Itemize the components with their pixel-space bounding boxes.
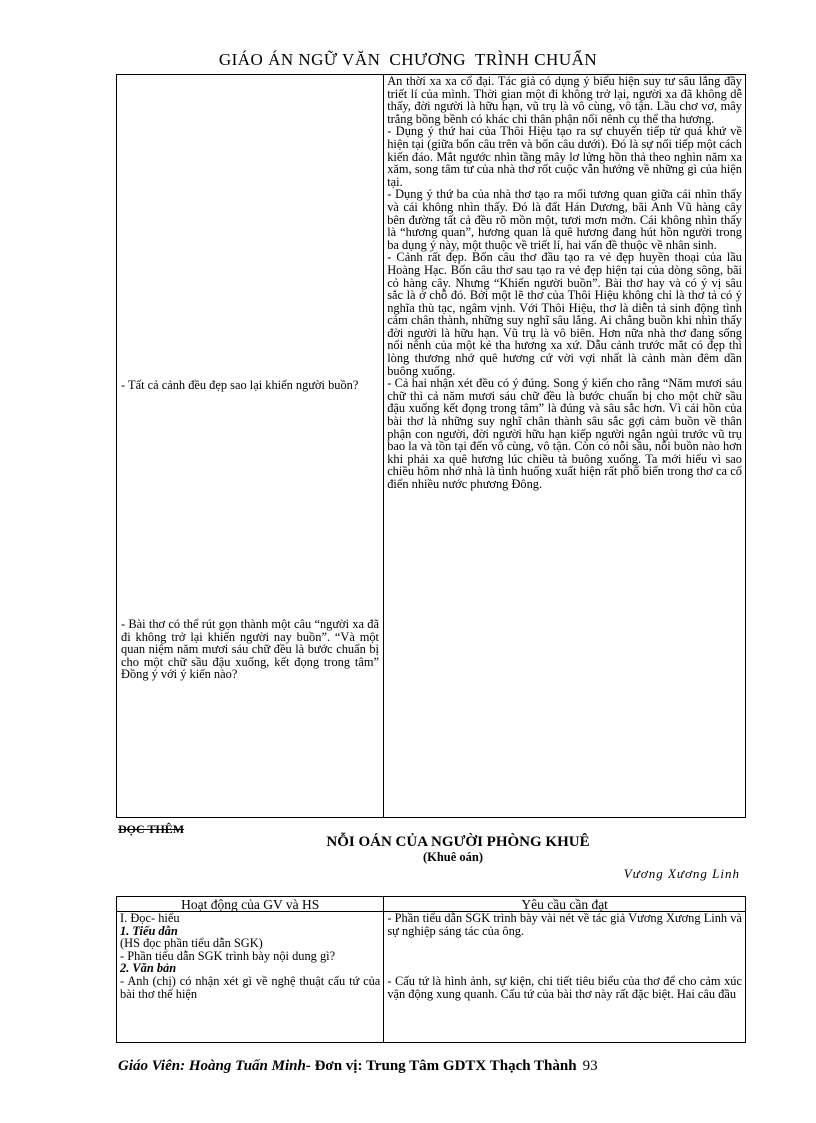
activity-question: - Phần tiểu dẫn SGK trình bày nội dung gì?	[120, 948, 336, 963]
requirements-cell	[384, 912, 746, 1043]
answer-paragraph: - Dụng ý thứ ba của nhà thơ tạo ra mối tương quan giữa cái nhìn thấy và cái không nhìn thấy. Đó là đất Hán Dương, bãi Anh Vũ hàng cây bên đường tất cả đều rõ mồn một, tươi mơn mởn. Cái không nhìn thấy là “hương quan”, hương quan là quê hương đang hút hồn người trong ba dụng ý này, một thuộc về triết lí, hai vấn đề thuộc về nhân sinh.	[387, 187, 742, 252]
lesson-table-2	[116, 896, 746, 1043]
page-footer	[118, 1058, 748, 1075]
subsection-heading: 2. Văn bản	[120, 961, 177, 976]
table-row	[117, 912, 746, 1043]
activities-cell	[117, 912, 384, 1043]
lesson-table-1	[116, 74, 746, 818]
poem-subtitle: (Khuê oán)	[422, 850, 484, 864]
question-item: - Bài thơ có thể rút gọn thành một câu “người xa đã đi không trở lại khiến người nay buồn”. “Và một quan niệm năm mươi sáu chữ đều là bước chuẩn bị cho một chữ sầu đậu xuống, kết đọng trong tâm” Đồng ý với ý kiến nào?	[121, 617, 379, 682]
subsection-heading: 1. Tiểu dẫn	[120, 923, 178, 938]
column-header-requirements: Yêu cầu cần đạt	[384, 897, 746, 912]
answer-column	[384, 75, 746, 818]
poem-title: NỖI OÁN CỦA NGƯỜI PHÒNG KHUÊ	[326, 834, 590, 850]
poem-author: Vương Xương Linh	[623, 866, 740, 881]
spacer	[387, 937, 742, 975]
answer-paragraph: - Cảnh rất đẹp. Bốn câu thơ đầu tạo ra vẻ đẹp huyền thoại của lầu Hoàng Hạc. Bốn câu thơ sau tạo ra vẻ đẹp hiện tại của dòng sông, bãi cỏ hàng cây. Nhưng “Khiến người buồn”. Bài thơ hay và có ý vị sâu sắc là ở chỗ đó. Bởi một lẽ thơ của Thôi Hiệu không chỉ là thơ tả có ý nghĩa thù tạc, ngâm vịnh. Với Thôi Hiệu, thơ là diễn tả sinh động tình cảm chân thành, những suy nghĩ sâu lắng. Ai chẳng buồn khi nhìn thấy đời người là hữu hạn. Vũ trụ là vô biên. Hơn nữa nhà thơ đang sống nổi nênh của một kẻ tha hương xa xứ. Dẫu cảnh trước mắt có đẹp thì lòng thương nhớ quê hương cứ vời vợi nhất là cảnh màn đêm dần buông xuống.	[387, 250, 742, 378]
footer-unit: Đơn vị: Trung Tâm GDTX Thạch Thành	[310, 1058, 577, 1074]
answer-paragraph: - Cả hai nhận xét đều có ý đúng. Song ý kiến cho rằng “Năm mươi sáu chữ thì cả năm mươi sáu chữ đều là bước chuẩn bị cho một chữ sầu đậu xuống kết đọng trong tâm” là đúng và sâu sắc hơn. Vì cái hồn của bài thơ là những suy nghĩ chân thành sâu sắc gợi cảm buồn về thân phận con người, đời người hữu hạn kiếp người ngắn ngủi trước vũ trụ bao la và tồn tại đến vô cùng, vô tận. Còn có nỗi sầu, nỗi buồn nào hơn khi phải xa quê hương lúc chiều tà buông xuống. Ta mới hiểu vì sao chiều hôm nhớ nhà là tình huống xuất hiện rất phổ biến trong thơ ca cổ điển nhiều nước phương Đông.	[387, 376, 742, 491]
question-column	[117, 75, 384, 818]
table-header-row	[117, 897, 746, 912]
activity-question: - Anh (chị) có nhận xét gì về nghệ thuật cấu tứ của bài thơ thể hiện	[120, 973, 381, 1001]
table-row	[117, 75, 746, 818]
section-label-doc-them: ĐỌC THÊM	[118, 822, 185, 836]
answer-paragraph: An thời xa xa cổ đại. Tác giả có dụng ý biểu hiện suy tư sâu lắng đầy triết lí của mình. Thời gian một đi không trở lại, người xa đã không dễ thấy, đời người là hữu hạn, vũ trụ là vô cùng, vô tận. Lầu chơ vơ, mây trắng bồng bềnh có khác chi thân phận nổi nênh cụ thể tha hương.	[387, 74, 742, 126]
section-heading: I. Đọc- hiểu	[120, 912, 180, 925]
question-item: - Tất cả cảnh đều đẹp sao lại khiến người buồn?	[121, 378, 359, 392]
answer-paragraph: - Dụng ý thứ hai của Thôi Hiệu tạo ra sự chuyển tiếp từ quá khứ về hiện tại (giữa bốn câu trên và bốn câu dưới). Đó là sự nối tiếp một cách kiến đáo. Mắt ngước nhìn tầng mây lơ lửng hồn thả theo nghìn năm xa xăm, song tâm tư của nhà thơ rốt cuộc vẫn hướng về những gì của hiện tại.	[387, 124, 742, 189]
column-header-activities: Hoạt động của GV và HS	[117, 897, 384, 912]
activity-line: (HS đọc phần tiểu dẫn SGK)	[120, 936, 263, 951]
footer-teacher: Giáo Viên: Hoàng Tuấn Minh-	[118, 1058, 311, 1074]
page-header-title: GIÁO ÁN NGỮ VĂN_CHƯƠNG_TRÌNH CHUẨN	[218, 50, 598, 66]
page-number: 93	[582, 1058, 598, 1074]
requirement-paragraph: - Phần tiểu dẫn SGK trình bày vài nét về tác giả Vương Xương Linh và sự nghiệp sáng tác của ông.	[387, 912, 742, 938]
requirement-paragraph: - Cấu tứ là hình ảnh, sự kiện, chi tiết tiêu biểu của thơ để cho cảm xúc vận động xung quanh. Cấu tứ của bài thơ này rất đặc biệt. Hai câu đầu	[387, 974, 742, 1001]
